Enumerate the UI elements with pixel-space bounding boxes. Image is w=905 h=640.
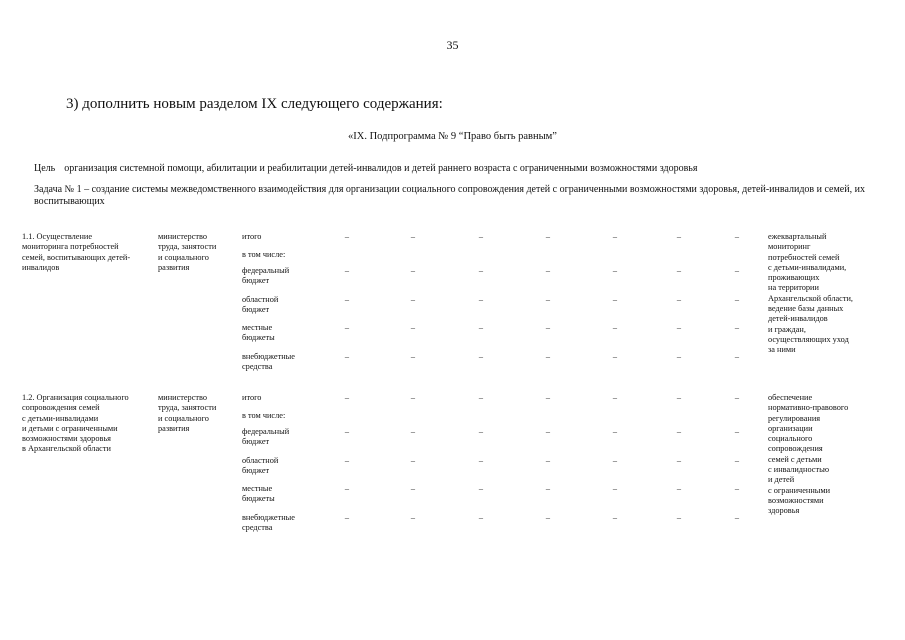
funding-source [242, 250, 285, 260]
measure-name [22, 232, 130, 273]
funding-source [242, 352, 295, 373]
page-number: 35 [446, 38, 459, 52]
funding-value: – [344, 295, 350, 304]
funding-source [242, 411, 285, 421]
funding-value: – [410, 484, 416, 493]
funding-value: – [478, 323, 484, 332]
funding-source [242, 266, 289, 287]
task-paragraph: Задача № 1 – создание системы межведомственного взаимодействия для организации социального сопровождения детей с ограниченными возможностями здоровья, детей-инвалидов и семей, их воспитывающих [34, 184, 865, 207]
funding-value: – [410, 323, 416, 332]
funding-value: – [344, 352, 350, 361]
measure-result-line: регулирования [768, 413, 821, 423]
funding-source-line: федеральный [242, 266, 290, 275]
measure-result-line: Архангельской области, [768, 293, 853, 303]
measure-executor-line: министерство [158, 232, 208, 241]
funding-value: – [478, 352, 484, 361]
funding-source-line: местные [242, 323, 273, 332]
funding-value: – [478, 427, 484, 436]
funding-value: – [612, 295, 618, 304]
funding-value: – [734, 427, 740, 436]
measure-name-line: семей, воспитывающих детей- [22, 252, 131, 262]
funding-value: – [410, 295, 416, 304]
funding-value: – [545, 393, 551, 402]
measure-result-line: с ограниченными [768, 485, 831, 495]
measure-executor-line: развития [158, 423, 190, 433]
measure-executor-line: развития [158, 262, 190, 272]
funding-source-line: бюджет [242, 466, 270, 476]
funding-value: – [612, 232, 618, 241]
measure-name-line: возможностями здоровья [22, 434, 111, 444]
measure-result-line: социального [768, 434, 813, 444]
measure-result-line: проживающих [768, 273, 820, 283]
measure-name-line: с детьми-инвалидами [22, 413, 99, 423]
funding-value: – [734, 266, 740, 275]
funding-source [242, 393, 261, 403]
funding-source-line: местные [242, 484, 273, 493]
funding-value: – [410, 513, 416, 522]
funding-value: – [478, 266, 484, 275]
measure-result-line: здоровья [768, 506, 800, 516]
funding-value: – [410, 427, 416, 436]
funding-source [242, 323, 275, 344]
measure-name-line: 1.1. Осуществление [22, 232, 93, 241]
measure-result-line: организации [768, 423, 813, 433]
funding-value: – [676, 323, 682, 332]
funding-source-line: областной [242, 295, 279, 304]
funding-value: – [734, 513, 740, 522]
funding-source-line: внебюджетные [242, 513, 295, 522]
funding-value: – [612, 393, 618, 402]
funding-source [242, 484, 275, 505]
funding-value: – [344, 456, 350, 465]
funding-value: – [545, 456, 551, 465]
measure-result-line: осуществляющих уход [768, 334, 849, 344]
measure-executor-line: министерство [158, 393, 208, 402]
funding-value: – [344, 323, 350, 332]
funding-value: – [344, 393, 350, 402]
goal-text: организация системной помощи, абилитации и реабилитации детей-инвалидов и детей раннего возраста с ограниченными возможностями здоровья [64, 163, 698, 174]
measure-result-line: обеспечение [768, 393, 813, 402]
funding-value: – [545, 295, 551, 304]
measure-result-line: мониторинг [768, 242, 811, 252]
funding-value: – [545, 352, 551, 361]
funding-source [242, 427, 289, 448]
funding-value: – [545, 427, 551, 436]
measure-result-line: потребностей семей [768, 252, 840, 262]
funding-value: – [734, 232, 740, 241]
funding-source [242, 232, 261, 242]
funding-value: – [545, 232, 551, 241]
funding-source [242, 456, 278, 477]
funding-value: – [676, 266, 682, 275]
funding-value: – [545, 484, 551, 493]
funding-value: – [676, 427, 682, 436]
funding-value: – [478, 295, 484, 304]
funding-value: – [478, 232, 484, 241]
funding-source [242, 513, 295, 534]
subprogram-title: «IX. Подпрограмма № 9 “Право быть равным” [348, 131, 557, 142]
measure-result-line: детей-инвалидов [768, 314, 828, 324]
funding-value: – [612, 427, 618, 436]
funding-source-line: внебюджетные [242, 352, 295, 361]
funding-source-line: средства [242, 362, 273, 372]
funding-value: – [545, 513, 551, 522]
funding-source-line: итого [242, 232, 262, 241]
funding-value: – [676, 484, 682, 493]
funding-value: – [344, 427, 350, 436]
measure-name-line: 1.2. Организация социального [22, 393, 129, 402]
funding-value: – [410, 232, 416, 241]
funding-source-line: в том числе: [242, 411, 286, 420]
funding-value: – [612, 484, 618, 493]
measure-result-line: ежеквартальный [768, 232, 827, 241]
funding-source-line: областной [242, 456, 279, 465]
goal-line [34, 163, 697, 174]
funding-value: – [410, 352, 416, 361]
section-heading: 3) дополнить новым разделом IX следующего содержания: [66, 96, 443, 112]
funding-value: – [478, 513, 484, 522]
funding-value: – [344, 232, 350, 241]
funding-value: – [612, 456, 618, 465]
funding-source [242, 295, 278, 316]
funding-value: – [410, 456, 416, 465]
funding-value: – [410, 266, 416, 275]
measure-name-line: и детьми с ограниченными [22, 423, 118, 433]
funding-value: – [676, 456, 682, 465]
measure-name [22, 393, 129, 455]
funding-value: – [344, 266, 350, 275]
measure-result-line: за ними [768, 345, 796, 355]
funding-value: – [612, 323, 618, 332]
funding-source-line: бюджеты [242, 494, 275, 504]
measure-result-line: на территории [768, 283, 819, 293]
funding-value: – [734, 393, 740, 402]
funding-value: – [734, 352, 740, 361]
funding-value: – [734, 456, 740, 465]
measure-executor-line: труда, занятости [158, 403, 217, 413]
funding-value: – [612, 266, 618, 275]
measure-executor [158, 232, 216, 273]
measure-result [768, 393, 848, 517]
funding-value: – [612, 513, 618, 522]
funding-source-line: в том числе: [242, 250, 286, 259]
funding-value: – [478, 393, 484, 402]
funding-source-line: бюджет [242, 437, 270, 447]
funding-source-line: средства [242, 523, 273, 533]
funding-value: – [676, 352, 682, 361]
measure-result-line: возможностями [768, 495, 824, 505]
measure-name-line: сопровождения семей [22, 403, 100, 413]
funding-value: – [478, 456, 484, 465]
funding-value: – [676, 295, 682, 304]
measure-result [768, 232, 853, 356]
funding-value: – [676, 232, 682, 241]
measure-result-line: и граждан, [768, 324, 806, 334]
funding-value: – [410, 393, 416, 402]
funding-source-line: итого [242, 393, 262, 402]
funding-value: – [734, 295, 740, 304]
funding-source-line: бюджет [242, 305, 270, 315]
measure-result-line: с инвалидностью [768, 465, 830, 475]
measure-name-line: инвалидов [22, 262, 60, 272]
measure-result-line: и детей [768, 475, 795, 485]
measure-result-line: с детьми-инвалидами, [768, 262, 847, 272]
funding-value: – [676, 393, 682, 402]
measure-result-line: семей с детьми [768, 454, 822, 464]
funding-value: – [344, 513, 350, 522]
funding-source-line: бюджет [242, 276, 270, 286]
funding-value: – [676, 513, 682, 522]
funding-source-line: федеральный [242, 427, 290, 436]
funding-value: – [545, 266, 551, 275]
measure-executor-line: труда, занятости [158, 242, 217, 252]
funding-source-line: бюджеты [242, 333, 275, 343]
goal-label: Цель [34, 163, 56, 174]
measure-result-line: сопровождения [768, 444, 823, 454]
funding-value: – [478, 484, 484, 493]
measure-result-line: нормативно-правового [768, 403, 849, 413]
funding-value: – [612, 352, 618, 361]
measure-executor [158, 393, 216, 434]
funding-value: – [734, 484, 740, 493]
measure-executor-line: и социального [158, 252, 209, 262]
measure-executor-line: и социального [158, 413, 209, 423]
funding-value: – [344, 484, 350, 493]
measure-name-line: мониторинга потребностей [22, 242, 119, 252]
funding-value: – [734, 323, 740, 332]
measure-result-line: ведение базы данных [768, 304, 844, 314]
funding-value: – [545, 323, 551, 332]
measure-name-line: в Архангельской области [22, 444, 111, 454]
